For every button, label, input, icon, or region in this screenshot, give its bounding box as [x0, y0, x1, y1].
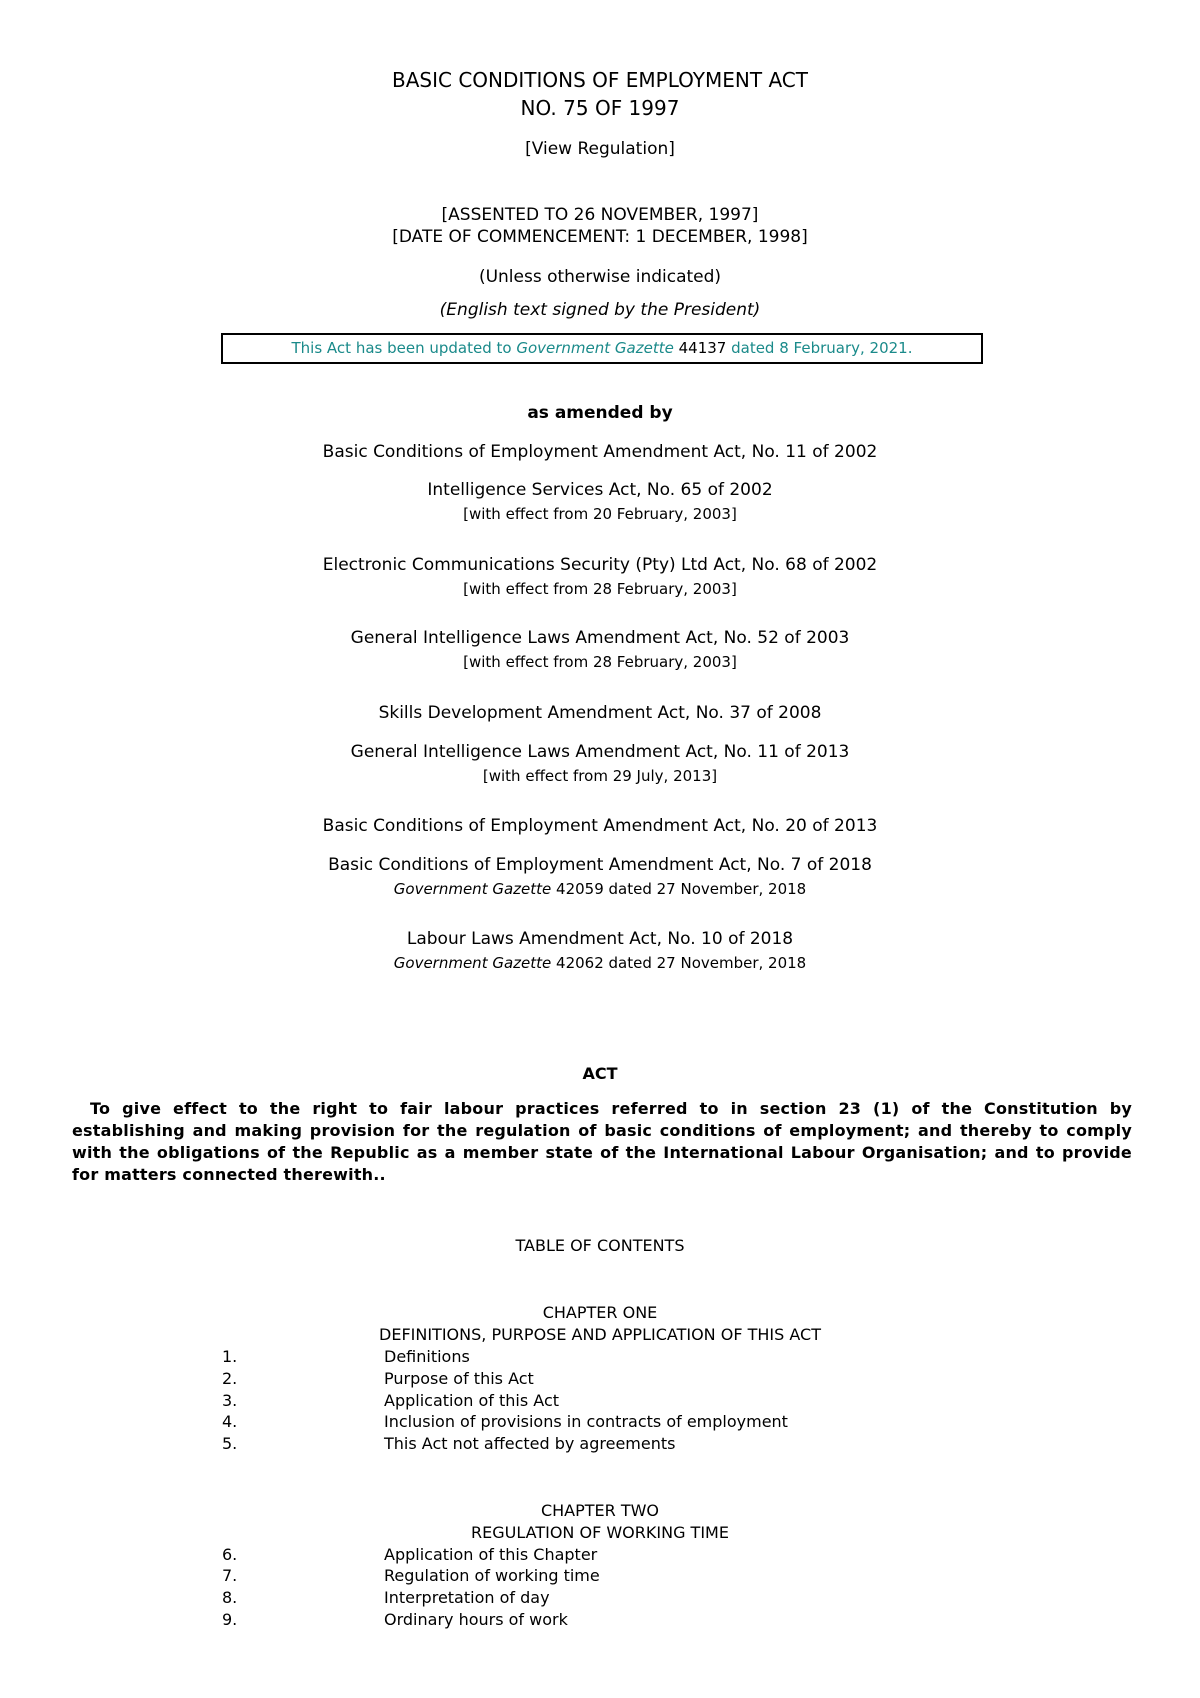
amendment-effect-note: [with effect from 28 February, 2003]	[463, 580, 737, 598]
toc-section-link[interactable]: Application of this Act	[384, 1391, 560, 1410]
amendment-item: General Intelligence Laws Amendment Act, No. 11 of 2013	[350, 742, 850, 762]
notice-gazette-label: Government Gazette	[516, 339, 674, 357]
update-notice-box	[221, 333, 983, 364]
amendment-item: Electronic Communications Security (Pty) Ltd Act, No. 68 of 2002	[322, 555, 878, 575]
toc-section-number: 1.	[222, 1347, 238, 1366]
chapter-title: DEFINITIONS, PURPOSE AND APPLICATION OF THIS ACT	[379, 1325, 821, 1344]
toc-section-number: 6.	[222, 1545, 238, 1564]
toc-section-link[interactable]: Interpretation of day	[384, 1588, 550, 1607]
act-number: NO. 75 OF 1997	[520, 96, 680, 120]
amendment-item: Basic Conditions of Employment Amendment Act, No. 11 of 2002	[322, 442, 878, 462]
toc-section-link[interactable]: Inclusion of provisions in contracts of employment	[384, 1412, 788, 1431]
gazette-detail: 42059 dated 27 November, 2018	[551, 880, 807, 898]
toc-section-link[interactable]: Definitions	[384, 1347, 470, 1366]
toc-section-number: 7.	[222, 1566, 238, 1585]
amendment-item: Basic Conditions of Employment Amendment Act, No. 20 of 2013	[322, 816, 878, 836]
chapter-number: CHAPTER TWO	[540, 1501, 660, 1520]
act-long-title	[72, 1098, 1132, 1186]
notice-gazette-number: 44137	[673, 339, 727, 357]
signed-text-note: (English text signed by the President)	[439, 300, 761, 320]
amendment-effect-note: [with effect from 28 February, 2003]	[463, 653, 737, 671]
chapter-title: REGULATION OF WORKING TIME	[471, 1523, 729, 1542]
toc-heading: TABLE OF CONTENTS	[515, 1236, 685, 1255]
unless-indicated-note: (Unless otherwise indicated)	[478, 267, 722, 287]
toc-section-link[interactable]: This Act not affected by agreements	[384, 1434, 676, 1453]
toc-section-link[interactable]: Application of this Chapter	[384, 1545, 598, 1564]
amendment-item: Basic Conditions of Employment Amendment Act, No. 7 of 2018	[328, 855, 872, 875]
view-regulation-link[interactable]: [View Regulation]	[525, 139, 675, 159]
amendment-item: General Intelligence Laws Amendment Act, No. 52 of 2003	[350, 628, 850, 648]
toc-section-number: 5.	[222, 1434, 238, 1453]
act-long-title-text: To give effect to the right to fair labour practices referred to in section 23 (1) of the Constitution by establishing and making provision for the regulation of basic conditions of employment; and thereby to comply with the obligations of the Republic as a member state of the International Labour Organisation; and to provide for matters connected therewith..	[72, 1099, 1132, 1184]
amended-by-heading: as amended by	[527, 403, 673, 423]
act-heading: ACT	[582, 1064, 618, 1083]
amendment-item: Labour Laws Amendment Act, No. 10 of 2018	[406, 929, 794, 949]
assent-date: [ASSENTED TO 26 NOVEMBER, 1997]	[441, 205, 759, 225]
amendment-effect-note: [with effect from 20 February, 2003]	[463, 505, 737, 523]
chapter-number: CHAPTER ONE	[542, 1303, 658, 1322]
toc-section-link[interactable]: Purpose of this Act	[384, 1369, 534, 1388]
amendment-item: Skills Development Amendment Act, No. 37 of 2008	[378, 703, 822, 723]
gazette-label: Government Gazette	[393, 880, 552, 898]
amendment-effect-note: [with effect from 29 July, 2013]	[482, 767, 718, 785]
notice-prefix: This Act has been updated to	[291, 339, 517, 357]
gazette-detail: 42062 dated 27 November, 2018	[551, 954, 807, 972]
toc-section-link[interactable]: Ordinary hours of work	[384, 1610, 568, 1629]
toc-section-number: 2.	[222, 1369, 238, 1388]
toc-section-number: 4.	[222, 1412, 238, 1431]
notice-suffix: dated 8 February, 2021.	[726, 339, 913, 357]
amendment-gazette-note	[0, 880, 1200, 898]
amendment-gazette-note	[0, 954, 1200, 972]
toc-section-number: 8.	[222, 1588, 238, 1607]
act-title: BASIC CONDITIONS OF EMPLOYMENT ACT	[392, 68, 808, 92]
gazette-label: Government Gazette	[393, 954, 552, 972]
toc-section-number: 3.	[222, 1391, 238, 1410]
toc-section-number: 9.	[222, 1610, 238, 1629]
commencement-date: [DATE OF COMMENCEMENT: 1 DECEMBER, 1998]	[392, 227, 808, 247]
toc-section-link[interactable]: Regulation of working time	[384, 1566, 600, 1585]
amendment-item: Intelligence Services Act, No. 65 of 2002	[427, 480, 773, 500]
